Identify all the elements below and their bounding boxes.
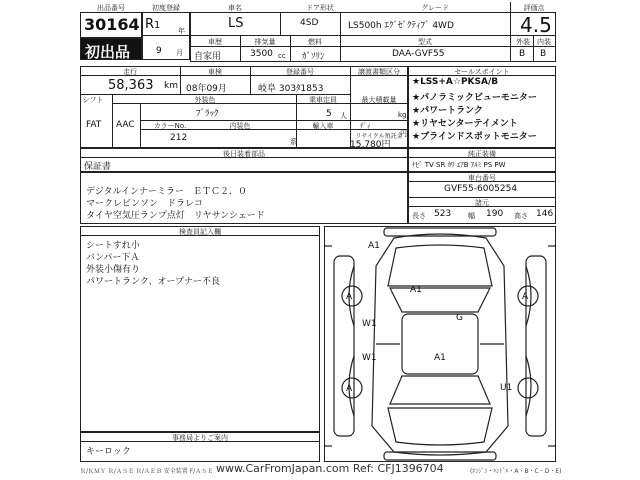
door-header: ドア形状	[306, 4, 334, 12]
model: DAA-GVF55	[392, 49, 445, 59]
lot-no-header: 出品番号	[97, 4, 125, 12]
displacement: 3500	[250, 49, 273, 59]
first-listing-label: 初出品	[85, 43, 131, 61]
displacement-header: 排気量	[254, 38, 276, 46]
sales-point-5: ★ブラインドスポットモニター	[412, 132, 537, 142]
inspector-note-4: パワートランク、オープナー不良	[86, 277, 221, 287]
footer-right: (ｴﾝｼﾞﾝ・ﾊﾝﾄﾞﾙ・A・B・C・D・E)	[470, 468, 562, 475]
recycle-unit: 円	[400, 130, 407, 138]
model-header: 型式	[418, 38, 432, 46]
capacity-header: 乗車定員	[309, 96, 337, 104]
score-header: 評価点	[523, 4, 545, 12]
registration-no: 岐阜 303ﾀ1853	[258, 84, 324, 94]
import-mark: ﾃﾞｨ	[360, 122, 371, 130]
car-diagram	[324, 226, 556, 462]
month-label: 月	[176, 49, 183, 57]
ext-score-header: 外装	[516, 38, 530, 46]
grade: LS500h ｴｸﾞｾﾞｸﾃｨﾌﾞ 4WD	[348, 21, 454, 31]
fuel-header: 燃料	[308, 38, 322, 46]
score: 4.5	[520, 13, 552, 37]
chassis-no: GVF55-6005254	[444, 184, 518, 194]
height-label: 高さ	[514, 212, 528, 220]
lot-number: 30164	[84, 15, 140, 34]
color-no-header: カラーNo.	[153, 122, 187, 130]
length: 523	[434, 209, 452, 219]
ext-score: B	[519, 49, 526, 59]
capacity: 5	[326, 109, 332, 119]
damage-mark: A	[522, 292, 529, 302]
damage-mark: A1	[368, 241, 380, 251]
row2-box	[190, 36, 556, 62]
inspector-note-3: 外装小傷有り	[86, 265, 141, 275]
length-label: 長さ	[412, 212, 426, 220]
footer-left: Ｒ/ＫＭＹ Ｒ/ＡＳＥ Ｒ/ＡＥＢ 安全装置 F/ＡＳＥ	[80, 468, 214, 475]
aftermarket-1: デジタルインナーミラー ＥＴＣ２．０	[86, 187, 248, 197]
aircon: AAC	[116, 120, 135, 130]
ext-color-header: 外装色	[194, 96, 216, 104]
watermark: www.CarFromJapan.com Ref: CFJ1396704	[216, 462, 444, 475]
int-color-unit: 系	[290, 138, 297, 146]
car-name: LS	[228, 16, 244, 31]
grade-header: グレード	[421, 4, 449, 12]
capacity-unit: 人	[340, 112, 347, 120]
mileage: 58,363	[108, 78, 154, 93]
height: 146	[536, 209, 554, 219]
aftermarket-3: タイヤ空気圧ランプ点灯 リヤサンシェード	[86, 211, 265, 221]
door-type: 4SD	[300, 18, 319, 28]
first-reg-header: 初度登録	[152, 4, 180, 12]
sales-points-header: セールスポイント	[454, 68, 510, 76]
year-label: 年	[178, 27, 185, 35]
mileage-unit: km	[164, 81, 178, 91]
damage-mark: W1	[362, 319, 377, 329]
dimensions-header: 諸元	[475, 199, 489, 207]
damage-mark: G	[456, 313, 463, 323]
shift: FAT	[86, 120, 102, 130]
int-score: B	[540, 49, 547, 59]
load-unit: kg	[398, 111, 407, 119]
office-notes-header: 事務局よりご案内	[172, 434, 228, 442]
registration-header: 登録番号	[286, 68, 314, 76]
usage: 自家用	[194, 52, 222, 62]
first-reg-month: 9	[156, 46, 162, 56]
ext-color: ﾌﾞﾗｯｸ	[196, 109, 219, 119]
aftermarket-2: マークレビンソン ドラレコ	[86, 199, 204, 209]
oem-equip-header: 純正装備	[468, 150, 496, 158]
sales-point-2: ★パノラミックビューモニター	[412, 93, 537, 103]
width: 190	[486, 209, 504, 219]
sales-point-1: ★LSS+A☆PKSA/B	[412, 77, 499, 87]
inspector-notes-header: 検査員記入欄	[179, 228, 221, 236]
inspection-date: 08年09月	[186, 84, 227, 94]
damage-mark: U1	[500, 383, 513, 393]
aftermarket-header: 後日装着部品	[223, 150, 265, 158]
damage-mark: A1	[434, 353, 446, 363]
int-score-header: 内装	[537, 38, 551, 46]
inspector-note-2: バンパー下Ａ	[86, 253, 140, 263]
first-reg-era: R1	[145, 17, 161, 32]
sales-point-3: ★パワートランク	[412, 106, 483, 116]
mileage-header: 走行	[123, 68, 137, 76]
int-color-header: 内装色	[229, 122, 251, 130]
shift-header: シフト	[82, 96, 104, 104]
color-no: 212	[170, 133, 188, 143]
damage-mark: A1	[410, 285, 422, 295]
sales-point-4: ★リヤセンターテイメント	[412, 119, 518, 129]
vehicle-kind-header: 車歴	[208, 38, 222, 46]
width-label: 幅	[468, 212, 475, 220]
max-load-header: 最大積載量	[361, 96, 397, 104]
previous-header: 譲渡書類区分	[358, 68, 400, 76]
import-header: 輸入車	[312, 122, 334, 130]
inspection-header: 車検	[208, 68, 222, 76]
office-notes: キーロック	[86, 447, 131, 457]
oem-equipment: ﾅﾋﾞ TV SR ｶﾜ ｴｱB ｱﾙﾐ PS PW	[412, 161, 506, 169]
car-name-header: 車名	[228, 4, 242, 12]
warranty: 保証書	[84, 162, 112, 172]
chassis-header: 車台番号	[468, 174, 496, 182]
first-listing-badge	[80, 38, 142, 60]
inspector-note-1: シートすれ小	[86, 241, 140, 251]
damage-mark: W1	[362, 353, 377, 363]
recycle-fee: 15,780円	[350, 140, 391, 150]
cc-unit: cc	[278, 52, 286, 60]
recycle-header: リサイクル預託金	[355, 133, 403, 140]
fuel: ｶﾞｿﾘﾝ	[302, 52, 325, 62]
damage-mark: A	[346, 384, 353, 394]
damage-mark: A	[346, 292, 353, 302]
